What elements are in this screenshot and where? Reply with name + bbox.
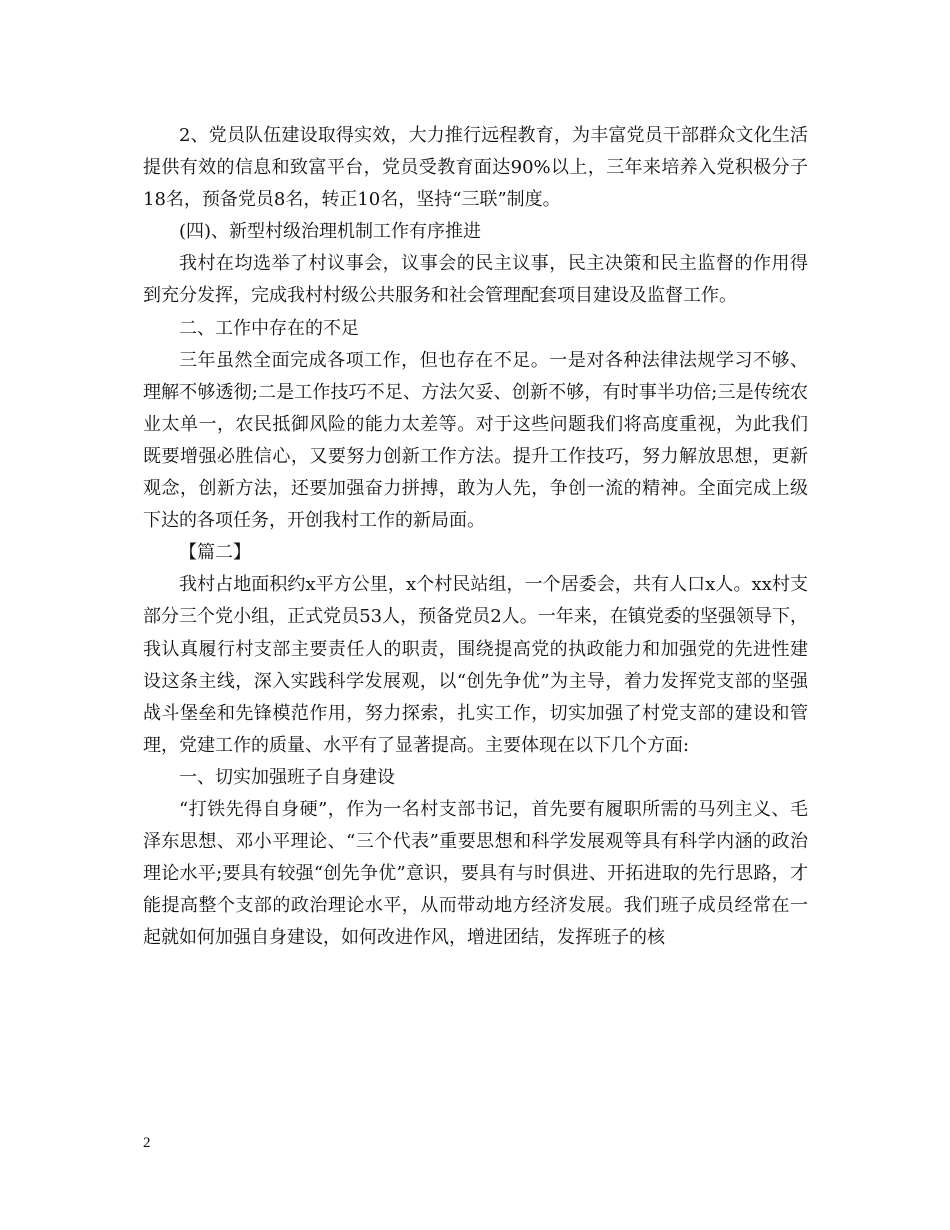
section-label-part-two: 【篇二】: [179, 542, 251, 564]
heading-shortcomings: 二、工作中存在的不足: [179, 317, 359, 339]
paragraph-team-building: “打铁先得自身硬”，作为一名村支部书记，首先要有履职所需的马列主义、毛泽东思想、邓小平理论、“三个代表”重要思想和科学发展观等具有科学内涵的政治理论水平;要具有较强“创先争优”意识，要具有与时俱进、开拓进取的先行思路，才能提高整个支部的政治理论水平，从而带动地方经济发展。我们班子成员经常在一起就如何加强自身建设，如何改进作风，增进团结，发挥班子的核: [143, 798, 808, 949]
paragraph-party-member-building: 2、党员队伍建设取得实效，大力推行远程教育，为丰富党员干部群众文化生活提供有效的信息和致富平台，党员受教育面达90%以上，三年来培养入党积极分子18名，预备党员8名，转正10名，坚持“三联”制度。: [143, 125, 808, 211]
heading-governance-mechanism: (四)、新型村级治理机制工作有序推进: [179, 221, 482, 243]
document-body: [143, 120, 808, 954]
page-number: 2: [143, 1135, 151, 1151]
paragraph-shortcomings: 三年虽然全面完成各项工作，但也存在不足。一是对各种法律法规学习不够、理解不够透彻;二是工作技巧不足、方法欠妥、创新不够，有时事半功倍;三是传统农业太单一，农民抵御风险的能力太差等。对于这些问题我们将高度重视，为此我们既要增强必胜信心，又要努力创新工作方法。提升工作技巧，努力解放思想，更新观念，创新方法，还要加强奋力拼搏，敢为人先，争创一流的精神。全面完成上级下达的各项任务，开创我村工作的新局面。: [143, 349, 808, 532]
paragraph-village-overview: 我村占地面积约x平方公里，x个村民站组，一个居委会，共有人口x人。xx村支部分三个党小组，正式党员53人，预备党员2人。一年来，在镇党委的坚强领导下，我认真履行村支部主要责任人的职责，围绕提高党的执政能力和加强党的先进性建设这条主线，深入实践科学发展观，以“创先争优”为主导，着力发挥党支部的坚强战斗堡垒和先锋模范作用，努力探索，扎实工作，切实加强了村党支部的建设和管理，党建工作的质量、水平有了显著提高。主要体现在以下几个方面:: [143, 574, 808, 756]
heading-team-building: 一、切实加强班子自身建设: [179, 766, 395, 788]
paragraph-village-council: 我村在均选举了村议事会，议事会的民主议事，民主决策和民主监督的作用得到充分发挥，完成我村村级公共服务和社会管理配套项目建设及监督工作。: [143, 253, 808, 307]
